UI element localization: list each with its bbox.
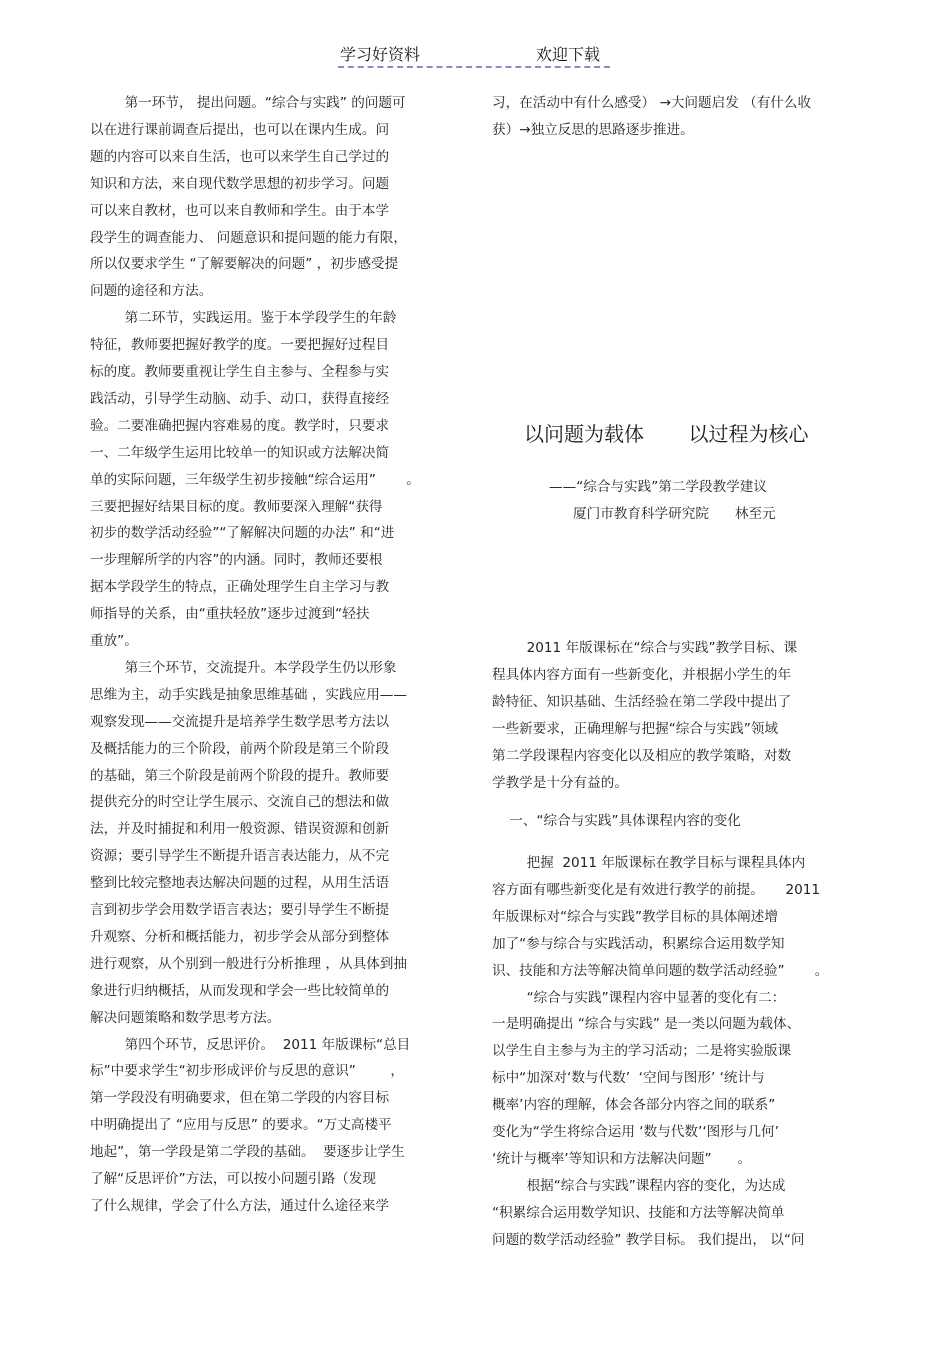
text-line: 标中“加深对‘数与代数’ ‘空间与图形’ ‘统计与 [492,1070,765,1087]
text-line: “积累综合运用数学知识、技能和方法等解决简单 [492,1204,785,1221]
text-line: 观察发现——交流提升是培养学生数学思考方法以 [90,713,390,730]
text-line: 知识和方法，来自现代数学思想的初步学习。问题 [90,175,390,192]
text-line: “综合与实践”课程内容中显著的变化有二： [492,989,786,1006]
text-line: 了什么规律，学会了什么方法，通过什么途径来学 [90,1197,390,1214]
text-line: 验。二要准确把握内容难易的度。教学时，只要求 [90,417,390,434]
text-line: 龄特征、知识基础、生活经验在第二学段中提出了 [492,693,792,710]
text-line: 进行观察，从个别到一般进行分析推理 ，从具体到抽 [90,955,407,972]
article-author: 厦门市教育科学研究院 林至元 [573,506,776,522]
text-line: 加了“参与综合与实践活动，积累综合运用数学知 [492,935,785,952]
text-line: 根据“综合与实践”课程内容的变化，为达成 [492,1177,786,1194]
header-left-text: 学习好资料 [340,45,421,64]
text-line: 问题的数学活动经验” 教学目标。 我们提出， 以“问 [492,1231,805,1248]
text-line: 据本学段学生的特点，正确处理学生自主学习与教 [90,579,390,596]
text-line: 及概括能力的三个阶段，前两个阶段是第三个阶段 [90,740,390,757]
text-line: 年版课标对“综合与实践”教学目标的具体阐述增 [492,908,778,925]
text-line: 第二学段课程内容变化以及相应的教学策略，对数 [492,747,792,764]
text-line: 以学生自主参与为主的学习活动；二是将实验版课 [492,1043,792,1060]
text-line: 的基础，第三个阶段是前两个阶段的提升。教师要 [90,767,390,784]
text-line: 特征，教师要把握好教学的度。一要把握好过程目 [90,337,390,354]
text-line: 问题的途径和方法。 [90,283,213,300]
text-line: 了解“反思评价”方法，可以按小问题引路（发现 [90,1171,376,1187]
text-line: 践活动，引导学生动脑、动手、动口，获得直接经 [90,390,390,407]
text-line: 标”中要求学生“初步形成评价与反思的意识” ， [90,1063,404,1080]
text-line: 习，在活动中有什么感受） →大问题启发 （有什么收 [492,95,812,111]
header-right-text: 欢迎下载 [536,45,601,64]
text-line: 第二环节，实践运用。鉴于本学段学生的年龄 [90,310,397,327]
text-line: 概率’内容的理解，体会各部分内容之间的联系” [492,1097,776,1114]
section-heading: 一、“综合与实践”具体课程内容的变化 [492,813,741,829]
text-line: 思维为主，动手实践是抽象思维基础 ，实践应用—— [90,686,407,703]
text-line: 三要把握好结果目标的度。教师要深入理解“获得 [90,498,383,515]
text-line: 识、技能和方法等解决简单问题的数学活动经验” 。 [492,962,829,979]
text-line: 中明确提出了 “应用与反思” 的要求。“万丈高楼平 [90,1117,392,1134]
text-line: 一、二年级学生运用比较单一的知识或方法解决简 [90,444,390,461]
text-line: 程具体内容方面有一些新变化，并根据小学生的年 [492,666,792,683]
text-line: 把握 2011 年版课标在教学目标与课程具体内 [492,855,806,871]
text-line: 变化为“学生将综合运用 ‘数与代数’‘图形与几何’ [492,1124,779,1140]
page-header [338,40,610,68]
text-line: 学教学是十分有益的。 [492,774,628,791]
text-line: 第一环节， 提出问题。“综合与实践” 的问题可 [90,95,406,111]
text-line: 地起”，第一学段是第二学段的基础。 要逐步让学生 [90,1144,405,1161]
text-line: 师指导的关系，由“重扶轻放”逐步过渡到“轻扶 [90,606,370,623]
text-line: 升观察、分析和概括能力，初步学会从部分到整体 [90,928,390,945]
text-line: 题的内容可以来自生活，也可以来学生自己学过的 [90,148,390,165]
text-line: 以在进行课前调查后提出，也可以在课内生成。问 [90,121,390,138]
text-line: 第四个环节，反思评价。 2011 年版课标“总目 [90,1036,411,1053]
text-line: 言到初步学会用数学语言表达；要引导学生不断提 [90,902,390,918]
text-line: 标的度。教师要重视让学生自主参与、全程参与实 [90,364,390,380]
text-line: 段学生的调查能力、 问题意识和提问题的能力有限， [90,229,407,246]
text-line: 资源；要引导学生不断提升语言表达能力，从不完 [90,848,390,865]
text-line: 第一学段没有明确要求，但在第二学段的内容目标 [90,1090,390,1107]
text-line: 初步的数学活动经验”“了解解决问题的办法” 和“进 [90,525,395,542]
article-subtitle: ——“综合与实践”第二学段教学建议 [549,479,767,495]
text-line: 获）→独立反思的思路逐步推进。 [492,121,694,138]
text-line: 单的实际问题，三年级学生初步接触“综合运用” 。 [90,471,420,488]
text-line: ‘统计与概率’等知识和方法解决问题” 。 [492,1150,752,1167]
text-line: 提供充分的时空让学生展示、交流自己的想法和做 [90,794,390,811]
text-line: 容方面有哪些新变化是有效进行教学的前提。 2011 [492,881,821,898]
text-line: 所以仅要求学生 “了解要解决的问题” ，初步感受提 [90,256,399,273]
text-line: 一是明确提出 “综合与实践” 是一类以问题为载体、 [492,1016,801,1033]
text-line: 可以来自教材，也可以来自教师和学生。由于本学 [90,202,390,219]
text-line: 法，并及时捕捉和利用一般资源、错误资源和创新 [90,821,390,838]
text-line: 象进行归纳概括，从而发现和学会一些比较简单的 [90,982,390,999]
article-title: 以问题为载体 以过程为核心 [524,422,809,446]
text-line: 第三个环节，交流提升。本学段学生仍以形象 [90,659,397,676]
text-line: 2011 年版课标在“综合与实践”教学目标、课 [492,640,798,656]
text-line: 重放”。 [90,633,138,649]
text-line: 一步理解所学的内容”的内涵。同时，教师还要根 [90,552,383,569]
text-line: 一些新要求，正确理解与把握“综合与实践”领域 [492,720,778,737]
text-line: 整到比较完整地表达解决问题的过程，从用生活语 [90,875,390,892]
text-line: 解决问题策略和数学思考方法。 [90,1009,281,1026]
